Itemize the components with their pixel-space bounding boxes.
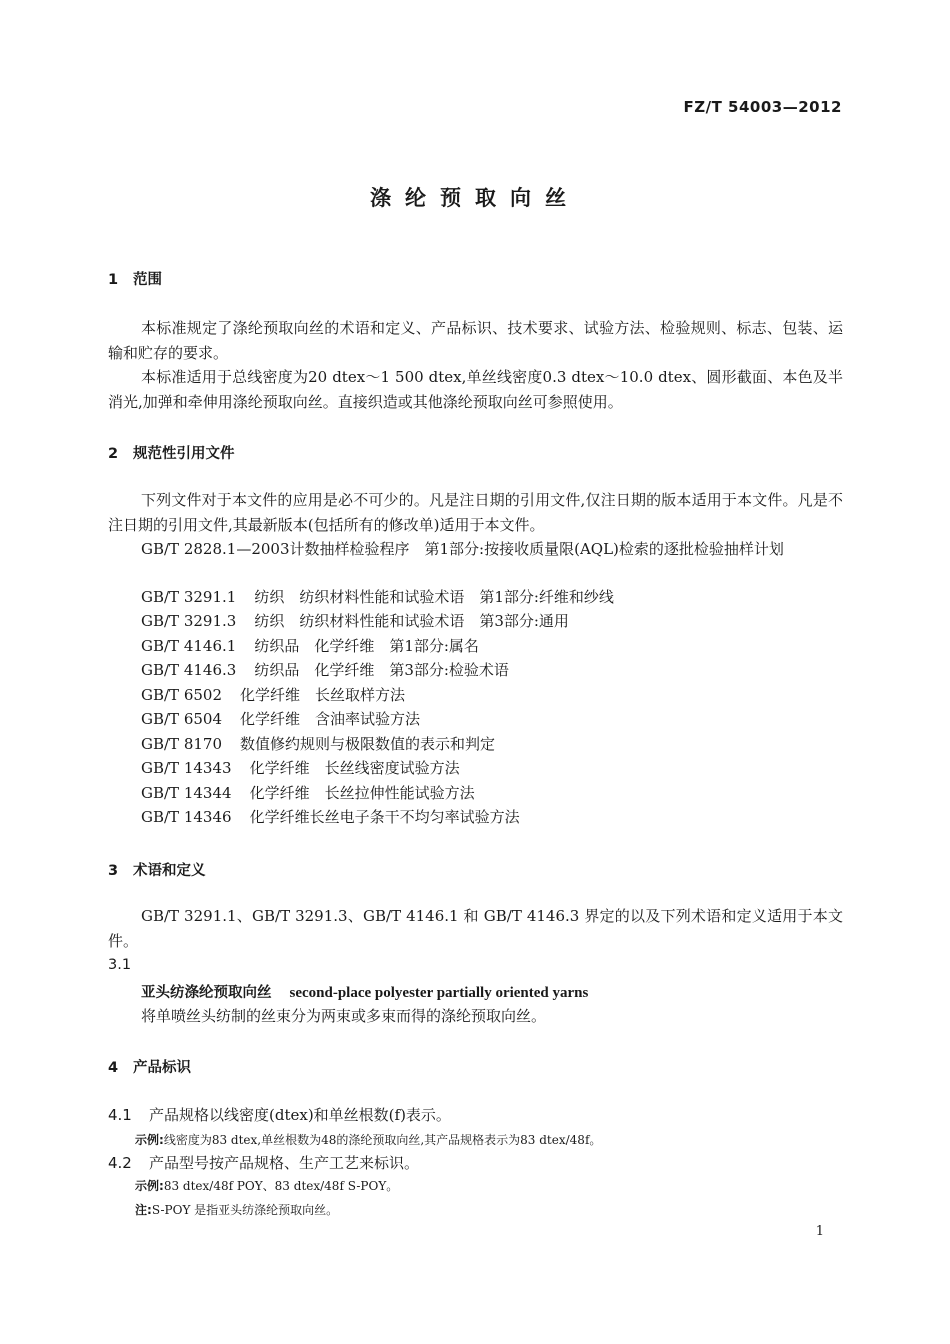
- reference-code: GB/T 4146.1: [141, 637, 237, 655]
- reference-item: [141, 586, 614, 607]
- reference-code: GB/T 6502: [141, 686, 223, 704]
- example-label: 示例:: [135, 1179, 164, 1193]
- section-title: 范围: [133, 272, 162, 288]
- clause-text: 产品规格以线密度(dtex)和单丝根数(f)表示。: [149, 1106, 451, 1124]
- document-title: 涤纶预取向丝: [370, 186, 580, 210]
- section-heading-4: [108, 1056, 191, 1077]
- example-label: 示例:: [135, 1133, 164, 1147]
- reference-code: GB/T 2828.1—2003: [141, 540, 290, 558]
- reference-item: [141, 659, 509, 680]
- reference-item: [141, 635, 479, 656]
- reference-item: [141, 610, 569, 631]
- reference-title: 数值修约规则与极限数值的表示和判定: [240, 735, 496, 753]
- clause-4-1: [108, 1104, 451, 1125]
- note-text: S-POY 是指亚头纺涤纶预取向丝。: [151, 1203, 339, 1217]
- example-text: 线密度为83 dtex,单丝根数为48的涤纶预取向丝,其产品规格表示为83 dtex/48f。: [163, 1133, 602, 1147]
- section-number: 2: [108, 446, 119, 462]
- section-heading-3: [108, 859, 206, 880]
- clause-number: 4.2: [108, 1154, 132, 1172]
- section-heading-2: [108, 442, 235, 463]
- example-4-2: [135, 1177, 398, 1194]
- reference-item: [141, 733, 495, 754]
- reference-code: GB/T 14346: [141, 808, 232, 826]
- section-number: 4: [108, 1060, 119, 1076]
- clause-number: 4.1: [108, 1106, 132, 1124]
- reference-code: GB/T 14343: [141, 759, 232, 777]
- reference-item: [141, 782, 475, 803]
- page-number: 1: [815, 1224, 824, 1239]
- references-intro: 下列文件对于本文件的应用是必不可少的。凡是注日期的引用文件,仅注日期的版本适用于本文件。凡是不注日期的引用文件,其最新版本(包括所有的修改单)适用于本文件。: [108, 491, 843, 534]
- reference-code: GB/T 4146.3: [141, 661, 237, 679]
- scope-paragraph-2: 本标准适用于总线密度为20 dtex～1 500 dtex,单丝线密度0.3 dtex～10.0 dtex、圆形截面、本色及半消光,加弹和牵伸用涤纶预取向丝。直接织造或其他涤纶预取向丝可参照使用。: [108, 368, 843, 411]
- terms-intro: GB/T 3291.1、GB/T 3291.3、GB/T 4146.1 和 GB/T 4146.3 界定的以及下列术语和定义适用于本文件。: [108, 907, 843, 950]
- clause-4-2: [108, 1152, 419, 1173]
- note-label: 注:: [135, 1203, 152, 1217]
- clause-text: 产品型号按产品规格、生产工艺来标识。: [149, 1154, 420, 1172]
- clause-number-3-1: 3.1: [108, 957, 132, 973]
- reference-title: 纺织品 化学纤维 第3部分:检验术语: [254, 661, 509, 679]
- term-chinese: 亚头纺涤纶预取向丝: [141, 984, 272, 1001]
- reference-title: 化学纤维 长丝拉伸性能试验方法: [249, 784, 475, 802]
- reference-code: GB/T 8170: [141, 735, 223, 753]
- reference-title: 化学纤维 长丝取样方法: [240, 686, 406, 704]
- reference-title: 化学纤维 长丝线密度试验方法: [249, 759, 460, 777]
- note-4-2: [135, 1201, 338, 1218]
- reference-title: 纺织 纺织材料性能和试验术语 第3部分:通用: [254, 612, 569, 630]
- example-text: 83 dtex/48f POY、83 dtex/48f S-POY。: [163, 1179, 399, 1193]
- reference-code: GB/T 14344: [141, 784, 232, 802]
- reference-title: 计数抽样检验程序 第1部分:按接收质量限(AQL)检索的逐批检验抽样计划: [289, 540, 784, 558]
- reference-title: 化学纤维长丝电子条干不均匀率试验方法: [249, 808, 520, 826]
- reference-item: [141, 757, 460, 778]
- section-number: 1: [108, 272, 119, 288]
- section-title: 规范性引用文件: [133, 446, 235, 462]
- reference-code: GB/T 3291.1: [141, 588, 237, 606]
- reference-code: GB/T 6504: [141, 710, 223, 728]
- reference-item: [108, 537, 843, 562]
- term-english: second-place polyester partially oriented yarns: [289, 985, 589, 1001]
- scope-paragraph-1: 本标准规定了涤纶预取向丝的术语和定义、产品标识、技术要求、试验方法、检验规则、标志、包装、运输和贮存的要求。: [108, 319, 843, 362]
- reference-item: [141, 708, 420, 729]
- section-heading-1: [108, 268, 162, 289]
- reference-title: 纺织品 化学纤维 第1部分:属名: [254, 637, 479, 655]
- term-definition: 将单喷丝头纺制的丝束分为两束或多束而得的涤纶预取向丝。: [141, 1007, 547, 1025]
- standard-number: FZ/T 54003—2012: [683, 98, 842, 116]
- section-title: 产品标识: [133, 1060, 191, 1076]
- example-4-1: [135, 1131, 601, 1148]
- section-number: 3: [108, 863, 119, 879]
- reference-item: [141, 806, 520, 827]
- reference-title: 纺织 纺织材料性能和试验术语 第1部分:纤维和纱线: [254, 588, 614, 606]
- reference-item: [141, 684, 405, 705]
- reference-title: 化学纤维 含油率试验方法: [240, 710, 421, 728]
- term-entry: [141, 981, 588, 1002]
- reference-code: GB/T 3291.3: [141, 612, 237, 630]
- section-title: 术语和定义: [133, 863, 206, 879]
